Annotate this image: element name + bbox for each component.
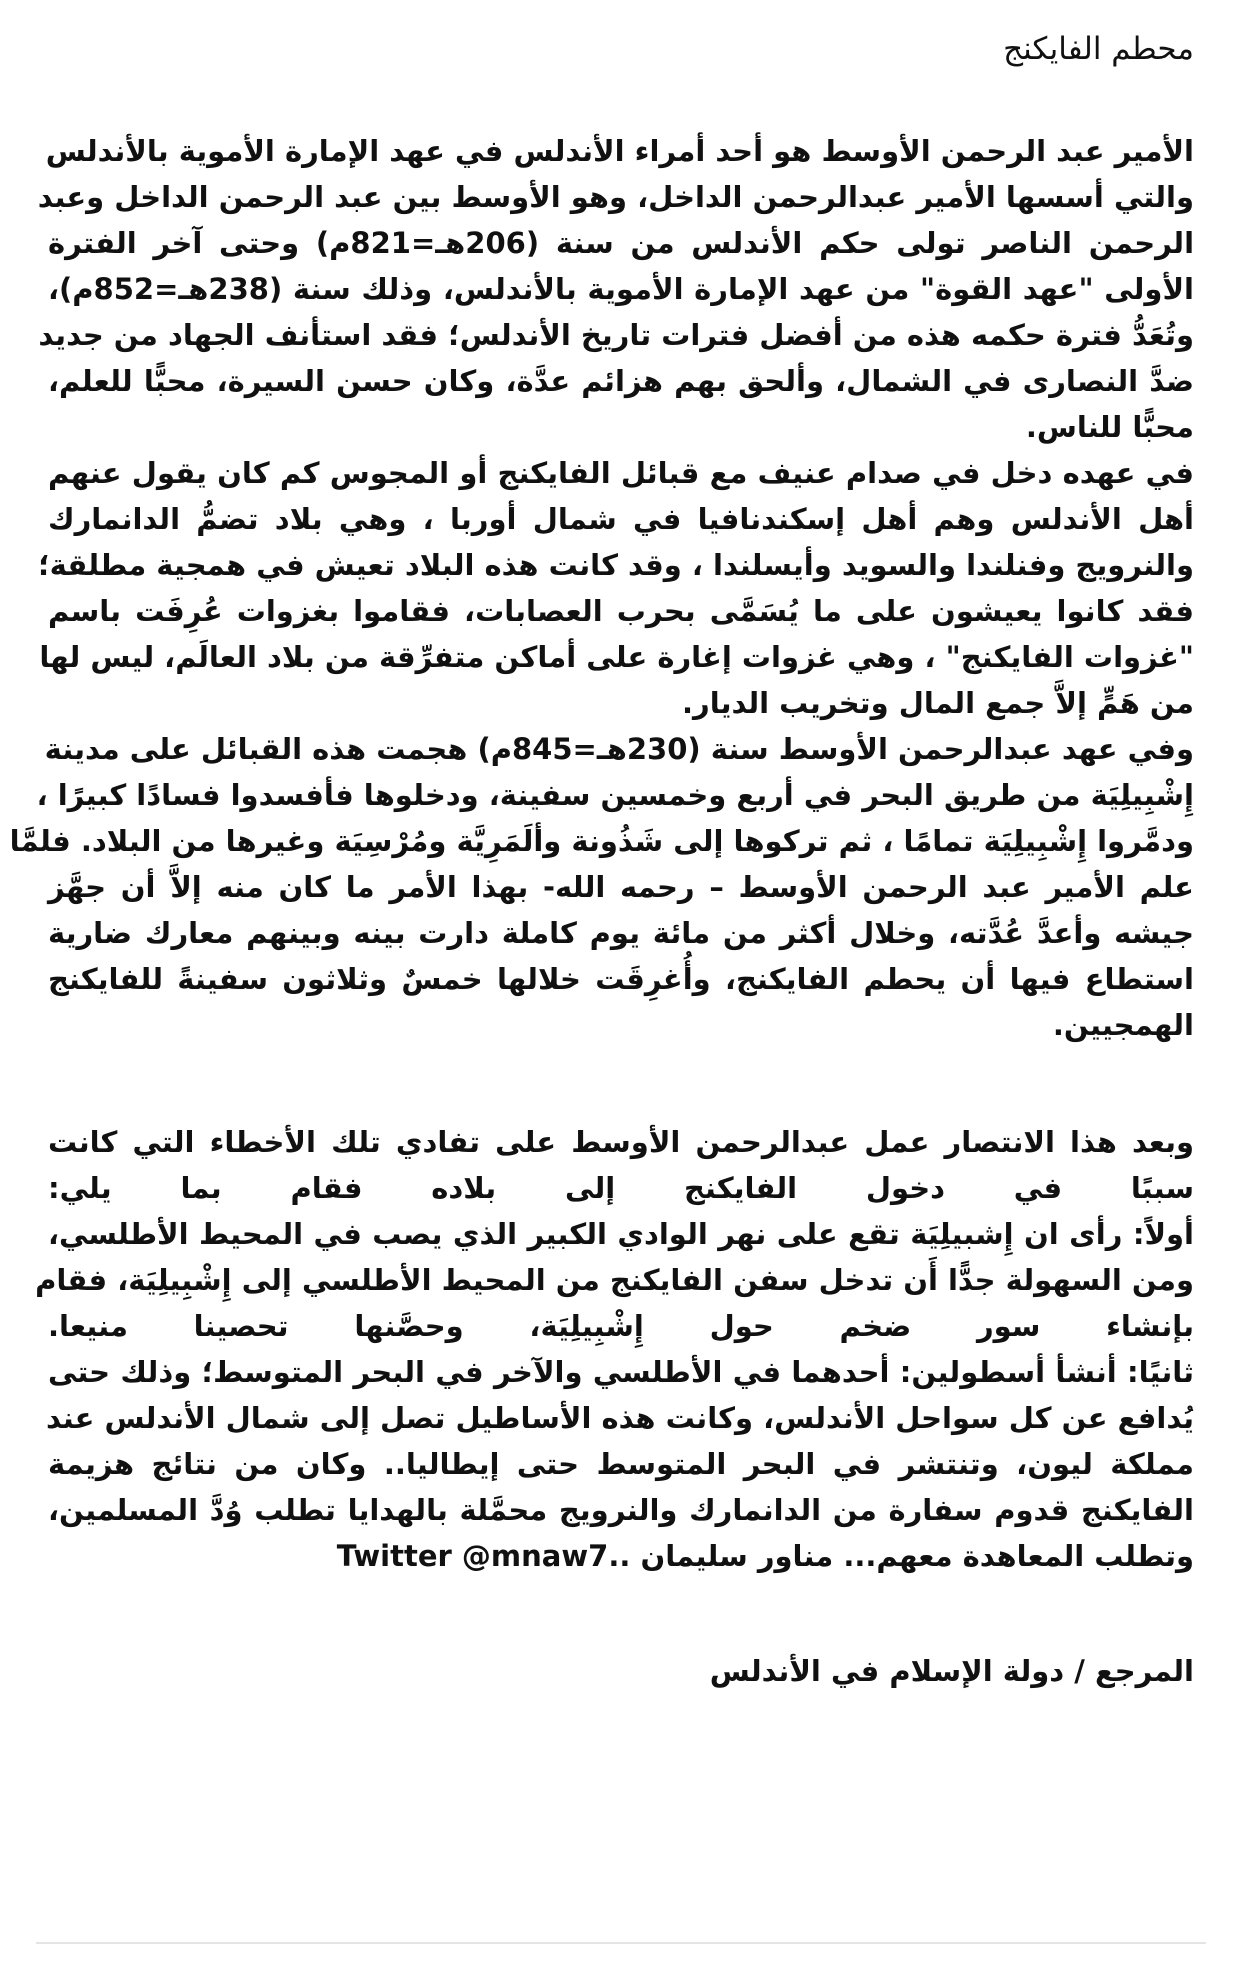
article-body — [9, 128, 1195, 1694]
post-title: محطم الفايكنج — [1003, 31, 1194, 67]
text-line: فقد كانوا يعيشون على ما يُسَمَّى بحرب العصابات، فقاموا بغزوات عُرِفَت باسم — [48, 594, 1194, 628]
text-line: "غزوات الفايكنج" ، وهي غزوات إغارة على أماكن متفرِّقة من بلاد العالَم، ليس لها — [39, 640, 1194, 674]
paragraph-attack — [9, 726, 1194, 1048]
text-line: ودمَّروا إِشْبِيلِيَة تمامًا ، ثم تركوها إلى شَذُونة وألَمَرِيَّة ومُرْسِيَة وغيرها من البلاد. فلمَّا — [9, 824, 1194, 858]
text-line: الهمجيين. — [1052, 1008, 1194, 1042]
text-line: أولاً: رأى ان إِشبيلِيَة تقع على نهر الوادي الكبير الذي يصب في المحيط الأطلسي، — [48, 1217, 1194, 1251]
reference-text: المرجع / دولة الإسلام في الأندلس — [709, 1654, 1194, 1688]
text-line: وبعد هذا الانتصار عمل عبدالرحمن الأوسط على تفادي تلك الأخطاء التي كانت — [48, 1125, 1194, 1159]
text-line: والتي أسسها الأمير عبدالرحمن الداخل، وهو الأوسط بين عبد الرحمن الداخل وعبد — [37, 180, 1194, 214]
text-line: ثانيًا: أنشأ أسطولين: أحدهما في الأطلسي والآخر في البحر المتوسط؛ وذلك حتى — [48, 1355, 1194, 1389]
text-line: وتُعَدُّ فترة حكمه هذه من أفضل فترات تاريخ الأندلس؛ فقد استأنف الجهاد من جديد — [38, 318, 1194, 352]
text-line: علم الأمير عبد الرحمن الأوسط – رحمه الله- بهذا الأمر ما كان منه إلاَّ أن جهَّز — [48, 870, 1194, 904]
text-line: إِشْبِيلِيَة من طريق البحر في أربع وخمسين سفينة، ودخلوها فأفسدوا فسادًا كبيرًا ، — [36, 778, 1194, 812]
text-line: الأولى "عهد القوة" من عهد الإمارة الأموية بالأندلس، وذلك سنة (238هـ=852م)، — [48, 272, 1194, 306]
text-line: استطاع فيها أن يحطم الفايكنج، وأُغرِقَت خلالها خمسٌ وثلاثون سفينةً للفايكنج — [48, 962, 1194, 996]
text-line: محبًّا للناس. — [1025, 410, 1194, 444]
text-line: وفي عهد عبدالرحمن الأوسط سنة (230هـ=845م) هجمت هذه القبائل على مدينة — [44, 732, 1194, 766]
text-line: أهل الأندلس وهم أهل إسكندنافيا في شمال أوربا ، وهي بلاد تضمُّ الدانمارك — [48, 502, 1194, 536]
text-line: ومن السهولة جدًّا أَن تدخل سفن الفايكنج من المحيط الأطلسي إلى إِشْبِيلِيَة، فقام — [35, 1263, 1194, 1297]
paragraph-intro — [37, 128, 1195, 450]
paragraph-aftermath — [35, 1119, 1194, 1579]
text-line: مملكة ليون، وتنتشر في البحر المتوسط حتى إيطاليا.. وكان من نتائج هزيمة — [48, 1447, 1194, 1481]
text-line: الأمير عبد الرحمن الأوسط هو أحد أمراء الأندلس في عهد الإمارة الأموية بالأندلس — [45, 134, 1194, 168]
reference — [48, 1648, 1194, 1694]
text-line: الفايكنج قدوم سفارة من الدانمارك والنرويج محمَّلة بالهدايا تطلب وُدَّ المسلمين، — [48, 1493, 1194, 1527]
text-line: جيشه وأعدَّ عُدَّته، وخلال أكثر من مائة يوم كاملة دارت بينه وبينهم معارك ضارية — [48, 916, 1194, 950]
text-line: سببًا في دخول الفايكنج إلى بلاده فقام بما يلي: — [48, 1171, 1194, 1205]
text-line: يُدافع عن كل سواحل الأندلس، وكانت هذه الأساطيل تصل إلى شمال الأندلس عند — [45, 1401, 1194, 1435]
text-line: في عهده دخل في صدام عنيف مع قبائل الفايكنج أو المجوس كم كان يقول عنهم — [48, 456, 1194, 490]
text-line: من هَمٍّ إلاَّ جمع المال وتخريب الديار. — [681, 686, 1194, 720]
text-line: وتطلب المعاهدة معهم... مناور سليمان ..Twitter @mnaw7 — [336, 1539, 1194, 1573]
text-line: بإنشاء سور ضخم حول إِشْبِيلِيَة، وحصَّنها تحصينا منيعا. — [48, 1309, 1194, 1343]
text-line: الرحمن الناصر تولى حكم الأندلس من سنة (206هـ=821م) وحتى آخر الفترة — [48, 226, 1195, 260]
divider — [36, 1942, 1206, 1944]
paragraph-vikings — [38, 450, 1194, 726]
text-line: ضدَّ النصارى في الشمال، وألحق بهم هزائم عدَّة، وكان حسن السيرة، محبًّا للعلم، — [48, 364, 1194, 398]
text-line: والنرويج وفنلندا والسويد وأيسلندا ، وقد كانت هذه البلاد تعيش في همجية مطلقة؛ — [38, 548, 1194, 582]
